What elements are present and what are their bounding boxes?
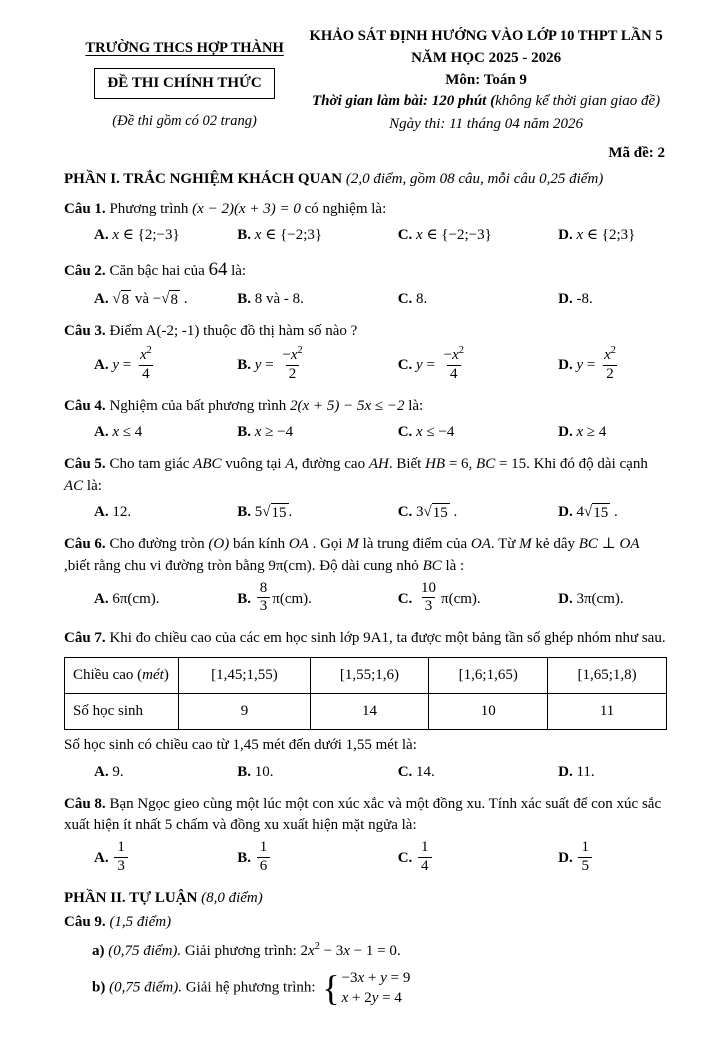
sqrt-expression: √ 8	[161, 290, 178, 308]
answer-option: B. y = $\frac{-x^2}{2}$	[237, 347, 397, 385]
answer-option: B. x ≥ −4	[237, 424, 294, 441]
question-block	[64, 396, 667, 444]
option-letter: A.	[94, 226, 109, 243]
answer-options-row	[64, 422, 667, 443]
option-letter: C.	[397, 850, 413, 867]
question-number: Câu 3.	[64, 323, 106, 340]
part2-title: PHẦN II. TỰ LUẬN	[64, 889, 198, 906]
sqrt-expression: √ 15	[262, 504, 287, 521]
answer-options-row	[64, 225, 667, 246]
item-label: a)	[92, 942, 105, 959]
essay-item: a) (0,75 điểm). Giải phương trình: $2x^2 - 3x - 1 = 0$.	[92, 940, 401, 959]
question-text: Câu 7. Khi đo chiều cao của các em học sinh lớp 9A1, ta được một bảng tần số ghép nhóm như sau.	[64, 630, 666, 647]
question-number: Câu 4.	[64, 397, 106, 414]
answer-option: D. 11.	[558, 763, 595, 780]
answer-option: A. √ 8 và − √ 8 .	[94, 290, 188, 308]
table-cell: 9	[179, 693, 310, 729]
question-block	[64, 321, 667, 385]
answer-option: C. $\frac{10}{3}$ π(cm).	[397, 579, 481, 615]
superscript: 2	[610, 345, 616, 357]
fraction: $\frac{-x^2}{2}$	[282, 345, 303, 382]
option-letter: A.	[94, 504, 109, 520]
question-text: Câu 1. Phương trình (x − 2)(x + 3) = 0 có nghiệm là:	[64, 200, 387, 217]
answer-option: C. x ∈ {−2;−3}	[397, 226, 492, 243]
fraction: $\frac{10}{3}$	[421, 579, 437, 615]
sqrt-expression: √ 15	[583, 504, 609, 521]
table-cell: Số học sinh	[65, 693, 179, 729]
answer-option: B. 10.	[237, 763, 274, 780]
duration-main: Thời gian làm bài: 120 phút (	[312, 93, 496, 110]
sqrt-expression: √ 8	[112, 290, 130, 308]
answer-option	[237, 841, 397, 877]
answer-option: A. x ∈ {2;−3}	[94, 226, 180, 243]
answer-option: D. -8.	[558, 290, 593, 307]
question-text: Câu 4. Nghiệm của bất phương trình 2(x + 5) − 5x ≤ −2 là:	[64, 397, 424, 414]
option-letter: C.	[397, 504, 413, 520]
option-letter: B.	[237, 424, 252, 441]
option-letter: D.	[558, 504, 573, 520]
fraction: $\frac{1}{6}$	[257, 839, 271, 875]
question-text: Câu 2. Căn bậc hai của 64 là:	[64, 259, 247, 281]
official-exam-label: ĐỀ THI CHÍNH THỨC	[94, 68, 274, 99]
option-letter: A.	[94, 763, 109, 780]
question-block	[64, 794, 667, 877]
option-letter: D.	[558, 290, 573, 307]
sqrt-expression: √ 15	[423, 504, 448, 521]
part1-title: PHẦN I. TRẮC NGHIỆM KHÁCH QUAN	[64, 171, 343, 188]
question-number: Câu 8.	[64, 795, 106, 812]
option-letter: C.	[397, 226, 413, 243]
fraction: $\frac{1}{3}$	[114, 839, 128, 875]
option-letter: C.	[397, 424, 413, 441]
duration-line	[305, 91, 667, 112]
school-name: TRƯỜNG THCS HỢP THÀNH	[85, 40, 284, 56]
question-text: Câu 3. Điểm A(-2; -1) thuộc đồ thị hàm số nào ?	[64, 323, 358, 340]
table-row	[65, 693, 667, 729]
question-9-heading	[64, 912, 667, 933]
answer-option: A. x ≤ 4	[94, 424, 143, 441]
item-points: (0,75 điểm).	[109, 979, 182, 996]
exam-date: Ngày thi: 11 tháng 04 năm 2026	[389, 115, 584, 132]
option-letter: A.	[94, 357, 109, 374]
answer-option: C. 8.	[397, 290, 428, 307]
option-letter: A.	[94, 590, 109, 607]
option-letter: B.	[237, 290, 252, 307]
question-block	[64, 454, 667, 523]
answer-options-row	[64, 762, 667, 783]
option-letter: B.	[237, 850, 252, 867]
table-cell: 11	[548, 693, 667, 729]
option-letter: C.	[397, 357, 413, 374]
option-letter: A.	[94, 850, 109, 867]
fraction: $\frac{1}{4}$	[418, 839, 432, 875]
table-cell: 10	[429, 693, 548, 729]
part2-subtitle: (8,0 điểm)	[197, 889, 263, 906]
option-letter: B.	[237, 357, 252, 374]
answer-option: D. 4 √ 15 .	[558, 504, 618, 521]
answer-option: C. 14.	[397, 763, 435, 780]
question-number: Câu 6.	[64, 536, 106, 553]
answer-option	[558, 841, 667, 877]
option-letter: B.	[237, 504, 252, 520]
question-number: Câu 1.	[64, 200, 106, 217]
table-cell: 14	[310, 693, 429, 729]
option-letter: C.	[397, 591, 413, 608]
option-letter: C.	[397, 763, 413, 780]
brace-icon: {	[322, 967, 340, 1008]
header-right-column	[305, 26, 667, 135]
answer-option: B. x ∈ {−2;3}	[237, 226, 323, 243]
question-9-note: (1,5 điểm)	[105, 914, 172, 931]
question-number: Câu 7.	[64, 630, 106, 647]
table-cell: Chiều cao (mét)	[65, 657, 179, 693]
option-letter: D.	[558, 226, 573, 243]
option-letter: D.	[558, 357, 573, 374]
answer-option: C. x ≤ −4	[397, 424, 455, 441]
pages-note: (Đề thi gồm có 02 trang)	[112, 112, 257, 129]
question-text: Câu 6. Cho đường tròn (O) bán kính OA . Gọi M là trung điểm của OA. Từ M kẻ dây BC ⊥ OA ,biết rằng chu vi đường tròn bằng 9π(cm). Độ dài cung nhỏ BC là :	[64, 536, 640, 574]
answer-options-row	[64, 502, 667, 523]
table-cell: [1,65;1,8)	[548, 657, 667, 693]
answer-options-row	[64, 579, 667, 618]
question-number: Câu 2.	[64, 263, 106, 280]
answer-option: A. 6π(cm).	[94, 590, 160, 607]
answer-option: B. $\frac{8}{3}$ π(cm).	[237, 579, 312, 615]
answer-option: B. 8 và - 8.	[237, 290, 304, 307]
exam-header	[64, 26, 667, 135]
subject-line: Môn: Toán 9	[445, 72, 527, 89]
frequency-table	[64, 657, 667, 731]
question-block	[64, 628, 667, 782]
answer-options-row	[64, 841, 667, 877]
essay-item: b) (0,75 điểm). Giải hệ phương trình: { −3x + y = 9 x + 2y = 4	[92, 967, 411, 1008]
table-row	[65, 657, 667, 693]
answer-option: B. 5 √ 15 .	[237, 504, 293, 521]
superscript: 2	[146, 345, 152, 357]
superscript: 2	[297, 345, 303, 357]
table-cell: [1,45;1,55)	[179, 657, 310, 693]
question-number: Câu 5.	[64, 456, 106, 473]
exam-title: KHẢO SÁT ĐỊNH HƯỚNG VÀO LỚP 10 THPT LẦN 5	[309, 28, 663, 44]
fraction: $\frac{-x^2}{4}$	[443, 345, 464, 382]
option-letter: A.	[94, 424, 109, 441]
answer-option: D. y = $\frac{x^2}{2}$	[558, 347, 667, 385]
question-followup-text: Số học sinh có chiều cao từ 1,45 mét đến dưới 1,55 mét là:	[64, 737, 417, 754]
question-block	[64, 199, 667, 247]
option-letter: D.	[558, 850, 573, 867]
question-text: Câu 8. Bạn Ngọc gieo cùng một lúc một con xúc xắc và một đồng xu. Tính xác suất để con xúc sắc xuất hiện ít nhất 5 chấm và đồng xu xuất hiện mặt ngửa là:	[64, 795, 662, 834]
part2-heading	[64, 888, 667, 909]
question-9-label: Câu 9.	[64, 914, 106, 931]
exam-code: Mã đề: 2	[608, 144, 665, 161]
option-letter: A.	[94, 290, 109, 307]
item-points: (0,75 điểm).	[108, 942, 182, 959]
answer-options-row	[64, 289, 667, 310]
question-text: Câu 5. Cho tam giác ABC vuông tại A, đường cao AH. Biết HB = 6, BC = 15. Khi đó độ dài cạnh AC là:	[64, 456, 648, 494]
fraction: $\frac{x^2}{2}$	[604, 345, 616, 382]
option-letter: B.	[237, 763, 252, 780]
answer-option: D. 3π(cm).	[558, 590, 624, 607]
fraction: $\frac{8}{3}$	[257, 580, 271, 616]
fraction: $\frac{1}{5}$	[578, 839, 592, 875]
part2-items	[64, 940, 667, 1009]
answer-option: A. 12.	[94, 504, 132, 520]
question-block	[64, 534, 667, 617]
school-year: NĂM HỌC 2025 - 2026	[411, 49, 562, 66]
question-block	[64, 257, 667, 310]
answer-option: D. x ∈ {2;3}	[558, 226, 636, 243]
table-cell: [1,55;1,6)	[310, 657, 429, 693]
superscript: 2	[458, 345, 464, 357]
answer-option: D. x ≥ 4	[558, 424, 607, 441]
table-cell: [1,6;1,65)	[429, 657, 548, 693]
answer-option	[94, 841, 237, 877]
option-letter: C.	[397, 290, 413, 307]
part1-subtitle: (2,0 điểm, gồm 08 câu, mỗi câu 0,25 điểm)	[342, 171, 604, 188]
option-letter: D.	[558, 590, 573, 607]
system-of-equations: { −3x + y = 9 x + 2y = 4	[322, 967, 411, 1008]
header-left-column	[64, 26, 305, 135]
part1-heading	[64, 169, 667, 190]
part1-questions	[64, 199, 667, 877]
option-letter: B.	[237, 226, 252, 243]
answer-option	[398, 841, 558, 877]
option-letter: D.	[558, 424, 573, 441]
large-number: 64	[208, 259, 228, 281]
item-label: b)	[92, 979, 106, 996]
option-letter: D.	[558, 763, 573, 780]
option-letter: B.	[237, 591, 252, 608]
answer-options-row	[64, 347, 667, 385]
answer-option: C. y = $\frac{-x^2}{4}$	[398, 347, 558, 385]
answer-option: C. 3 √ 15 .	[397, 504, 458, 521]
answer-option: A. y = $\frac{x^2}{4}$	[94, 347, 237, 385]
fraction: $\frac{x^2}{4}$	[139, 345, 152, 382]
superscript: 2	[314, 940, 320, 952]
answer-option: A. 9.	[94, 763, 124, 780]
duration-note: không kể thời gian giao đề)	[495, 93, 661, 110]
